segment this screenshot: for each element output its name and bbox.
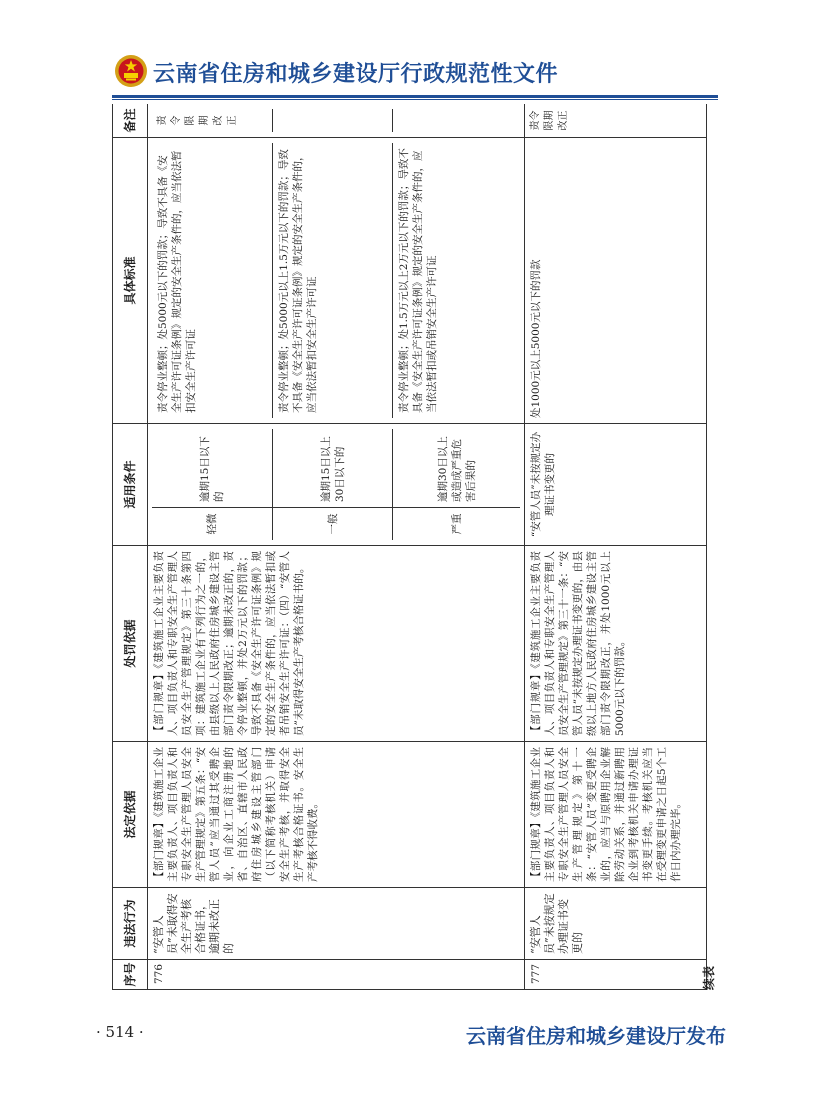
header-seq: 序号	[113, 960, 148, 990]
row-penalty-basis: 【部门规章】《建筑施工企业主要负责人、项目负责人和专职安全生产管理人员安全生产管理规定》第三十一条：“安管人员”未按规定办理证书变更的，由县级以上地方人民政府住房城乡建设主管部门责令限期改正，并处1000元以上5000元以下的罚款。	[525, 546, 707, 742]
row-legal-basis: 【部门规章】《建筑施工企业主要负责人、项目负责人和专职安全生产管理人员安全生产管理规定》第五条：“安管人员”应当通过其受聘企业，向企业工商注册地的省、自治区、直辖市人民政府住房城乡建设主管部门（以下简称考核机关）申请安全生产考核，并取得安全生产考核合格证书。安全生产考核不得收费。	[148, 742, 525, 888]
row-conditions	[148, 424, 525, 546]
header-rule	[112, 95, 718, 98]
tier-general	[273, 429, 393, 540]
header-condition: 适用条件	[113, 424, 148, 546]
national-emblem-icon	[114, 54, 148, 88]
header-behavior: 违法行为	[113, 888, 148, 960]
tier-label: 严重	[393, 507, 520, 540]
remark-minor: 责令限期改正	[152, 109, 273, 132]
row-penalty-basis: 【部门规章】《建筑施工企业主要负责人、项目负责人和专职安全生产管理人员安全生产管理规定》第三十条第四项：建筑施工企业有下列行为之一的，由县级以上人民政府住房城乡建设主管部门责令限期改正；逾期未改正的，责令停业整顿，并处2万元以下的罚款；导致不具备《安全生产许可证条例》规定的安全生产条件的，应当依法暂扣或者吊销安全生产许可证：（四）“安管人员”未取得安全生产考核合格证书的。	[148, 546, 525, 742]
row-remarks	[148, 104, 525, 138]
table-frame	[112, 104, 718, 990]
row-behavior: “安管人员”未按规定办理证书变更的	[525, 888, 707, 960]
header-rule-thin	[112, 99, 718, 100]
row-remark: 责令限期改正	[525, 104, 707, 138]
tier-minor	[152, 429, 273, 540]
document-series-title: 云南省住房和城乡建设厅行政规范性文件	[153, 62, 559, 87]
header-penalty-basis: 处罚依据	[113, 546, 148, 742]
penalty-standard-table	[112, 104, 707, 990]
header-remark: 备注	[113, 104, 148, 138]
continued-label: 续表	[702, 965, 716, 990]
row-seq: 776	[148, 960, 525, 990]
standard-minor: 责令停业整顿；处5000元以下的罚款；导致不具备《安全生产许可证条例》规定的安全生产条件的，应当依法暂扣安全生产许可证	[152, 143, 273, 418]
page-number: · 514 ·	[96, 1023, 144, 1041]
row-condition: “安管人员”未按规定办理证书变更的	[525, 424, 707, 546]
row-seq: 777	[525, 960, 707, 990]
standard-serious: 责令停业整顿；处1.5万元以上2万元以下的罚款；导致不具备《安全生产许可证条例》规定的安全生产条件的，应当依法暂扣或吊销安全生产许可证	[398, 148, 438, 413]
table-row	[148, 104, 525, 990]
standard-general: 责令停业整顿；处5000元以上1.5万元以下的罚款；导致不具备《安全生产许可证条例》规定的安全生产条件的，应当依法暂扣安全生产许可证	[273, 143, 393, 418]
table-row	[525, 104, 707, 990]
row-behavior: “安管人员”未取得安全生产考核合格证书，逾期未改正的	[148, 888, 525, 960]
tier-label: 轻微	[152, 507, 272, 540]
row-standards	[148, 138, 525, 424]
publisher-footer: 云南省住房和城乡建设厅发布	[466, 1024, 726, 1048]
remark-general	[273, 109, 393, 132]
row-legal-basis: 【部门规章】《建筑施工企业主要负责人、项目负责人和专职安全生产管理人员安全生产管理规定》第十一条：“安管人员”变更受聘企业的，应当与原聘用企业解除劳动关系，并通过新聘用企业到考核机关申请办理证书变更手续。考核机关应当在受理变更申请之日起5个工作日内办理完毕。	[525, 742, 707, 888]
page-header	[0, 0, 816, 104]
table-header-row	[113, 104, 148, 990]
tier-condition: 逾期30日以上或造成严重危害后果的	[436, 436, 477, 502]
tier-condition: 逾期15日以下的	[199, 436, 225, 502]
tier-condition: 逾期15日以上30日以下的	[319, 436, 346, 502]
rotated-table-container	[112, 104, 718, 990]
tier-label: 一般	[273, 507, 392, 540]
row-standard: 处1000元以上5000元以下的罚款	[525, 138, 707, 424]
tier-serious	[393, 429, 520, 540]
header-standard: 具体标准	[113, 138, 148, 424]
header-legal-basis: 法定依据	[113, 742, 148, 888]
remark-serious	[393, 109, 520, 132]
